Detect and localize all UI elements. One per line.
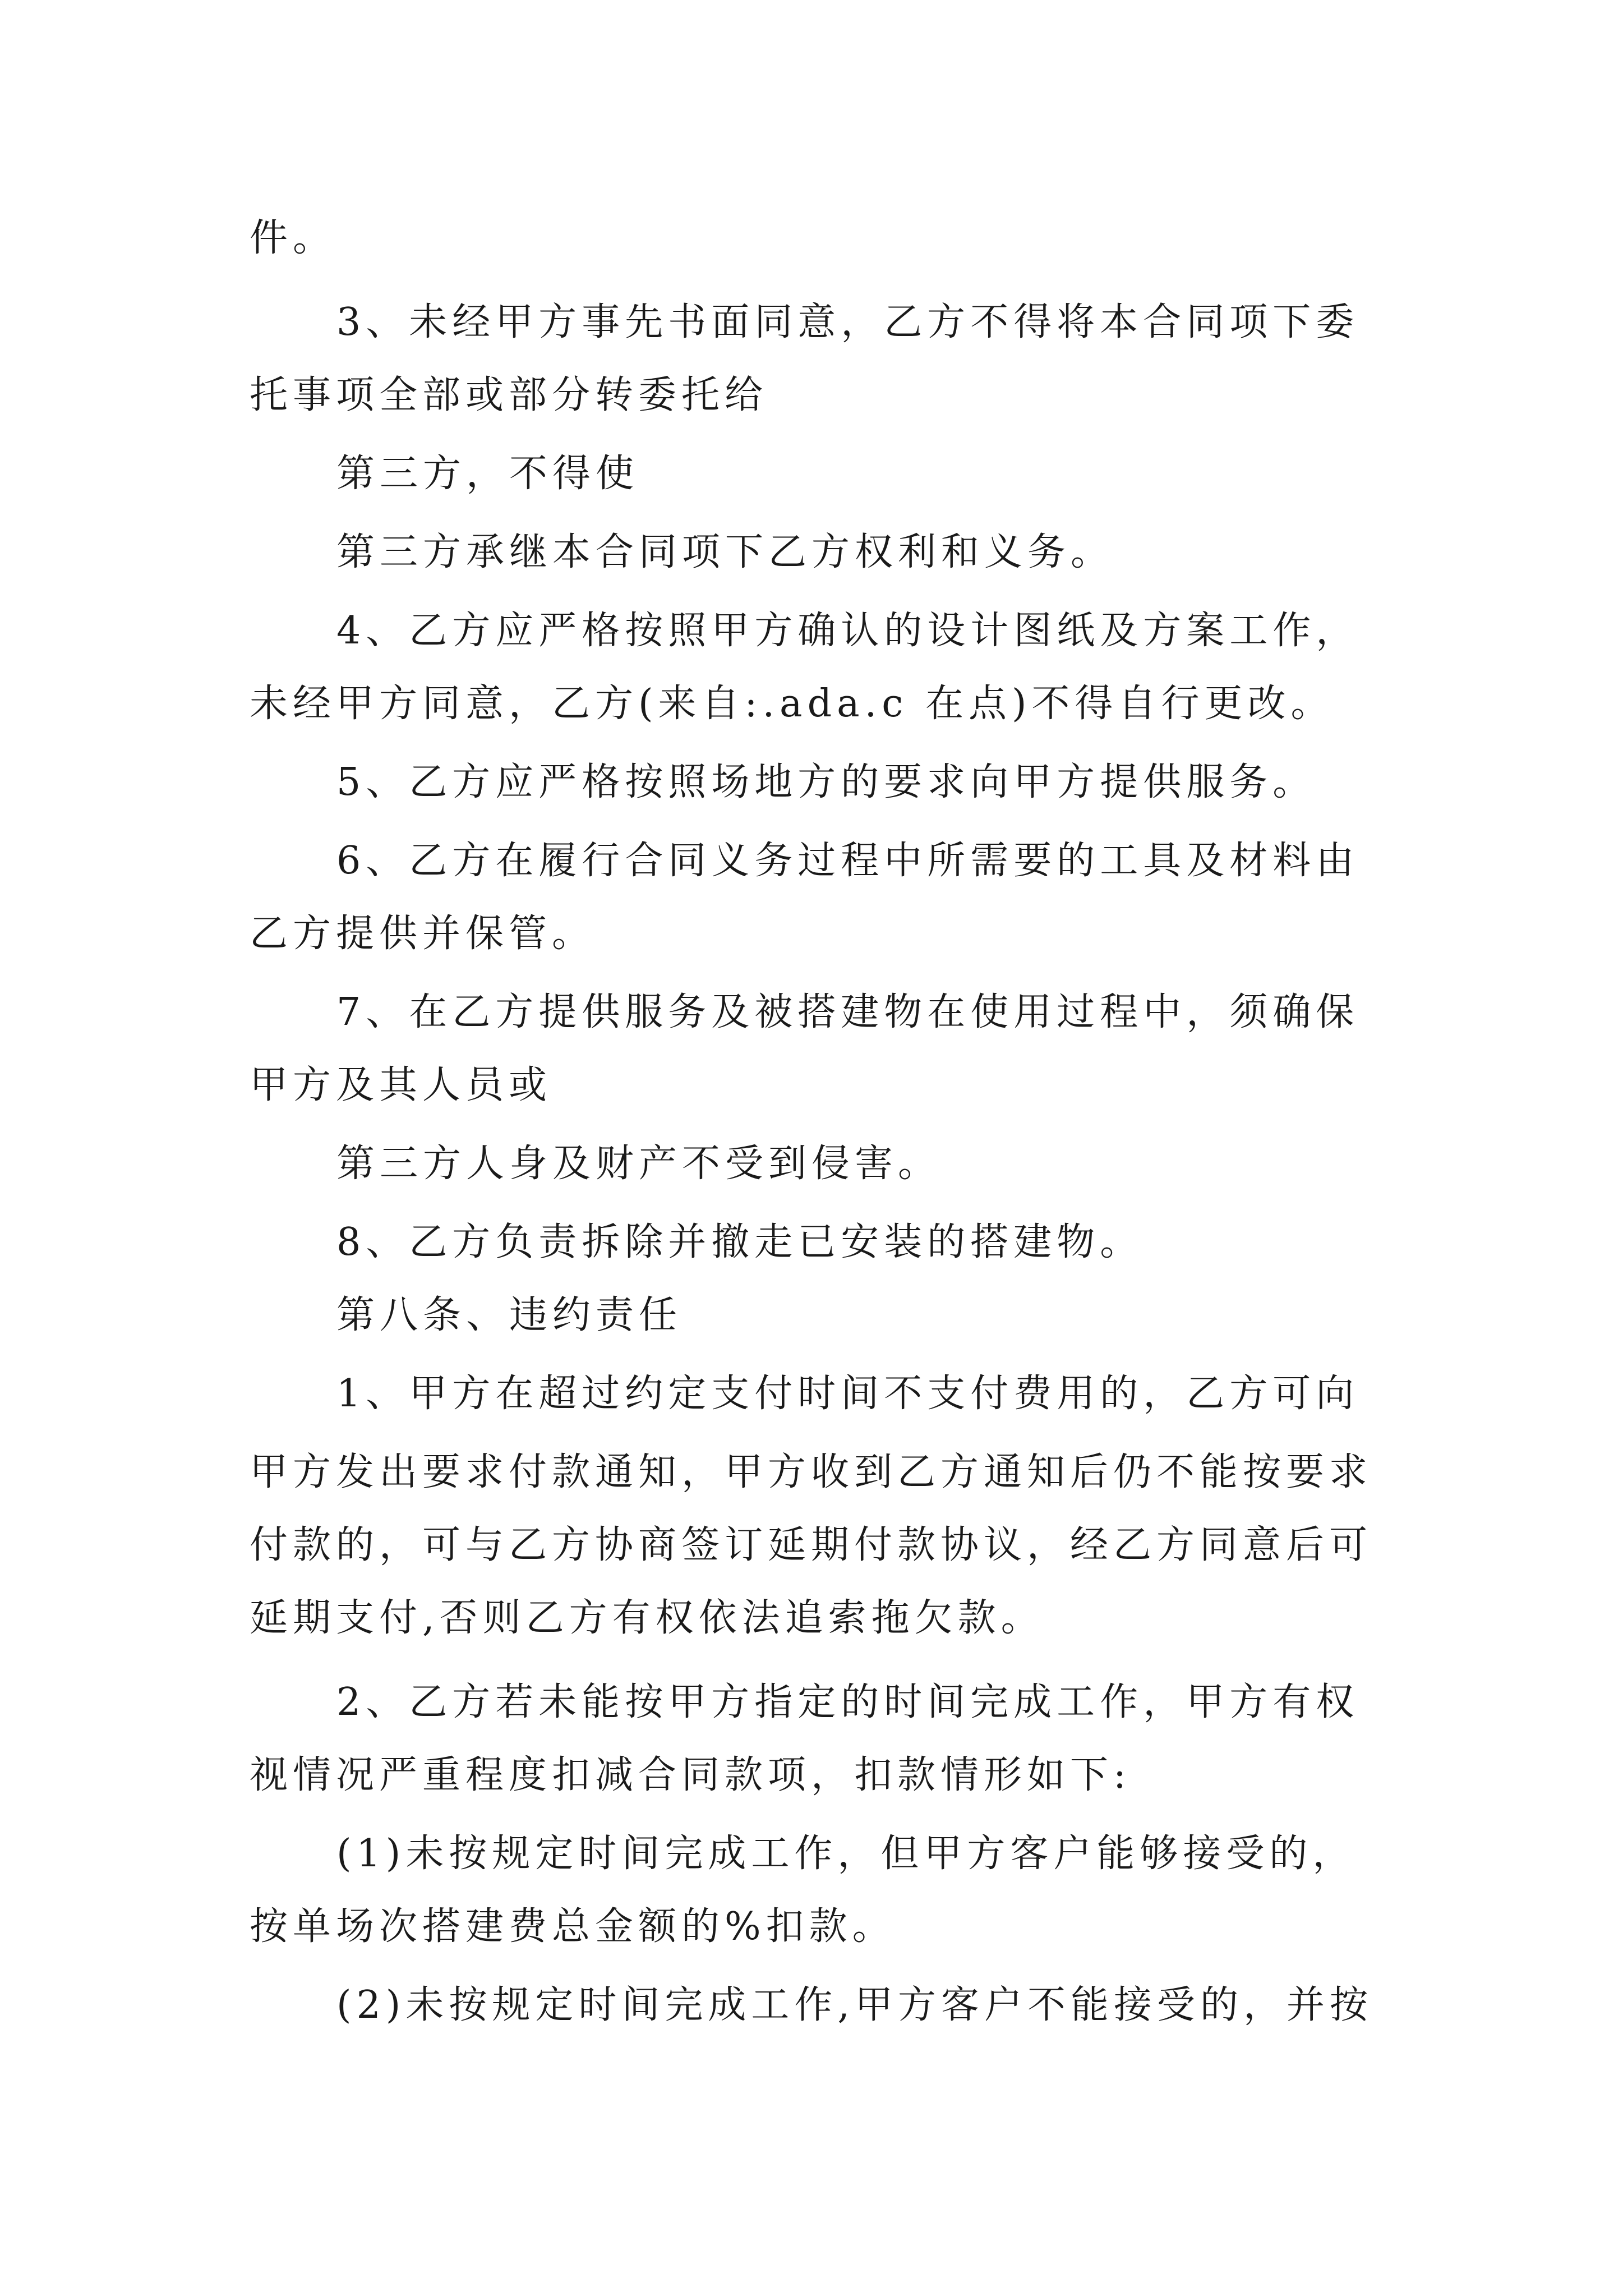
text-line: 未经甲方同意，乙方(来自:.ada.c 在点)不得自行更改。 [250, 682, 1334, 726]
text-line: 甲方发出要求付款通知，甲方收到乙方通知后仍不能按要求 [250, 1450, 1373, 1494]
text-line: 付款的，可与乙方协商签订延期付款协议，经乙方同意后可 [250, 1523, 1373, 1567]
text-line: 按单场次搭建费总金额的%扣款。 [250, 1904, 896, 1949]
text-line: 4、乙方应严格按照甲方确认的设计图纸及方案工作， [336, 609, 1359, 653]
text-line: 2、乙方若未能按甲方指定的时间完成工作，甲方有权 [336, 1680, 1359, 1724]
text-line: 6、乙方在履行合同义务过程中所需要的工具及材料由 [336, 839, 1359, 883]
text-line: 8、乙方负责拆除并撤走已安装的搭建物。 [336, 1220, 1144, 1264]
text-line: 1、甲方在超过约定支付时间不支付费用的，乙方可向 [336, 1372, 1359, 1416]
text-line: 第三方人身及财产不受到侵害。 [336, 1142, 942, 1186]
text-line: 乙方提供并保管。 [250, 912, 596, 956]
text-line: 甲方及其人员或 [250, 1063, 552, 1107]
section-heading: 第八条、违约责任 [336, 1293, 683, 1337]
text-line: 7、在乙方提供服务及被搭建物在使用过程中，须确保 [336, 990, 1359, 1034]
text-line: 视情况严重程度扣减合同款项，扣款情形如下: [250, 1753, 1131, 1797]
text-line: (2)未按规定时间完成工作,甲方客户不能接受的，并按 [336, 1983, 1373, 2027]
text-line: (1)未按规定时间完成工作，但甲方客户能够接受的， [336, 1832, 1356, 1876]
text-line: 件。 [250, 216, 336, 260]
text-line: 托事项全部或部分转委托给 [250, 373, 768, 417]
text-line: 延期支付,否则乙方有权依法追索拖欠款。 [250, 1596, 1044, 1640]
text-line: 第三方承继本合同项下乙方权利和义务。 [336, 530, 1114, 574]
text-line: 3、未经甲方事先书面同意，乙方不得将本合同项下委 [336, 300, 1359, 344]
text-line: 5、乙方应严格按照场地方的要求向甲方提供服务。 [336, 760, 1316, 804]
text-line: 第三方，不得使 [336, 452, 639, 496]
